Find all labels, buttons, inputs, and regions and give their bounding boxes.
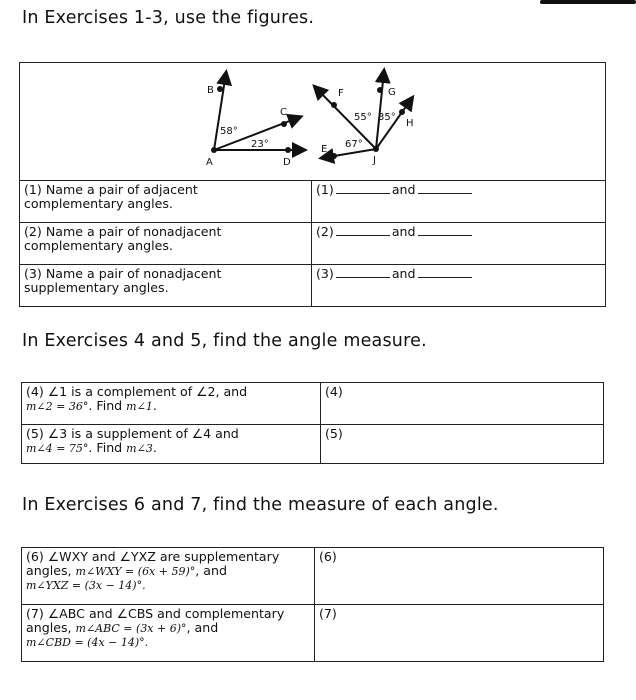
top-edge-line <box>540 0 636 4</box>
ray-ab <box>214 73 226 150</box>
label-d: D <box>283 157 291 168</box>
label-e: E <box>321 144 328 155</box>
answer-6-number: (6) <box>319 549 337 564</box>
label-h: H <box>406 118 414 129</box>
answer-5-number: (5) <box>325 426 343 441</box>
question-4-line-2 <box>26 399 316 414</box>
answer-1-and: and <box>391 182 416 197</box>
question-6-and: , and <box>195 563 227 578</box>
label-j: J <box>373 155 376 166</box>
question-3 <box>20 265 312 307</box>
question-7-and: , and <box>186 620 219 635</box>
point-f <box>331 102 337 108</box>
answer-5[interactable] <box>321 425 604 464</box>
angle-67: 67° <box>345 139 363 150</box>
label-f: F <box>338 88 344 99</box>
ray-jg <box>376 71 384 149</box>
question-7-expr-2: m∠CBD = (4x − 14)°. <box>26 636 149 649</box>
answer-7[interactable] <box>315 605 604 662</box>
question-1-line-1: (1) Name a pair of adjacent <box>24 182 198 197</box>
answer-7-number: (7) <box>319 606 337 621</box>
point-e <box>331 153 337 159</box>
angle-23: 23° <box>251 139 269 150</box>
answer-3 <box>312 265 606 307</box>
exercises-6-7-table <box>21 547 604 662</box>
answer-2-and: and <box>391 224 416 239</box>
question-6-expr-2: m∠YXZ = (3x − 14)°. <box>26 579 146 592</box>
angle-58: 58° <box>220 126 238 137</box>
question-4-find: . Find <box>88 398 127 413</box>
question-5-target: m∠3 <box>126 442 153 455</box>
answer-1-blank-b[interactable] <box>418 183 472 194</box>
question-7-expr-1: m∠ABC = (3x + 6)° <box>75 622 187 635</box>
question-4 <box>22 383 321 425</box>
question-4-line-1: (4) ∠1 is a complement of ∠2, and <box>26 384 248 399</box>
question-4-target: m∠1 <box>126 400 153 413</box>
question-7 <box>22 605 315 662</box>
question-7-angles: angles, <box>26 620 76 635</box>
label-b: B <box>207 85 214 96</box>
point-g <box>377 87 383 93</box>
ray-je <box>322 149 376 158</box>
question-3-line-2: supplementary angles. <box>24 280 169 295</box>
figures-table <box>19 62 606 307</box>
question-3-line-1: (3) Name a pair of nonadjacent <box>24 266 222 281</box>
heading-exercises-1-3: In Exercises 1-3, use the figures. <box>22 8 315 28</box>
question-6-angles: angles, <box>26 563 76 578</box>
point-d <box>285 147 291 153</box>
question-1-line-2: complementary angles. <box>24 196 173 211</box>
answer-6[interactable] <box>315 548 604 605</box>
question-4-given: m∠2 = 36° <box>26 400 89 413</box>
answer-1-number: (1) <box>316 182 334 197</box>
heading-exercises-4-5: In Exercises 4 and 5, find the angle measure. <box>22 331 427 351</box>
answer-1-blank-a[interactable] <box>336 183 390 194</box>
point-a <box>211 147 217 153</box>
question-6-expr-1: m∠WXY = (6x + 59)° <box>75 565 196 578</box>
question-2-line-1: (2) Name a pair of nonadjacent <box>24 224 222 239</box>
answer-3-blank-a[interactable] <box>336 267 390 278</box>
label-g: G <box>388 87 396 98</box>
question-7-line-2 <box>26 621 310 636</box>
heading-exercises-6-7: In Exercises 6 and 7, find the measure of each angle. <box>22 495 499 515</box>
answer-3-number: (3) <box>316 266 334 281</box>
question-6-line-2 <box>26 564 310 579</box>
point-b <box>217 86 223 92</box>
answer-2-blank-a[interactable] <box>336 225 390 236</box>
answer-2 <box>312 223 606 265</box>
answer-2-blank-b[interactable] <box>418 225 472 236</box>
question-6-line-1: (6) ∠WXY and ∠YXZ are supplementary <box>26 549 280 564</box>
question-5-line-1: (5) ∠3 is a supplement of ∠4 and <box>26 426 239 441</box>
point-c <box>281 121 287 127</box>
angle-figures <box>20 63 605 177</box>
point-j <box>373 146 379 152</box>
answer-3-and: and <box>391 266 416 281</box>
question-1 <box>20 181 312 223</box>
label-c: C <box>280 107 287 118</box>
point-h <box>399 109 405 115</box>
answer-2-number: (2) <box>316 224 334 239</box>
question-5-line-2 <box>26 441 316 456</box>
exercises-4-5-table <box>21 382 604 464</box>
figure-cell <box>20 63 606 181</box>
label-a: A <box>206 157 213 168</box>
question-7-line-1: (7) ∠ABC and ∠CBS and complementary <box>26 606 285 621</box>
answer-3-blank-b[interactable] <box>418 267 472 278</box>
angle-35: 35° <box>378 112 396 123</box>
answer-4[interactable] <box>321 383 604 425</box>
answer-4-number: (4) <box>325 384 343 399</box>
question-6 <box>22 548 315 605</box>
question-5-period: . <box>152 440 157 455</box>
question-5-find: . Find <box>88 440 127 455</box>
angle-55: 55° <box>354 112 372 123</box>
question-5 <box>22 425 321 464</box>
question-2 <box>20 223 312 265</box>
question-4-period: . <box>152 398 157 413</box>
answer-1 <box>312 181 606 223</box>
question-5-given: m∠4 = 75° <box>26 442 89 455</box>
question-2-line-2: complementary angles. <box>24 238 173 253</box>
